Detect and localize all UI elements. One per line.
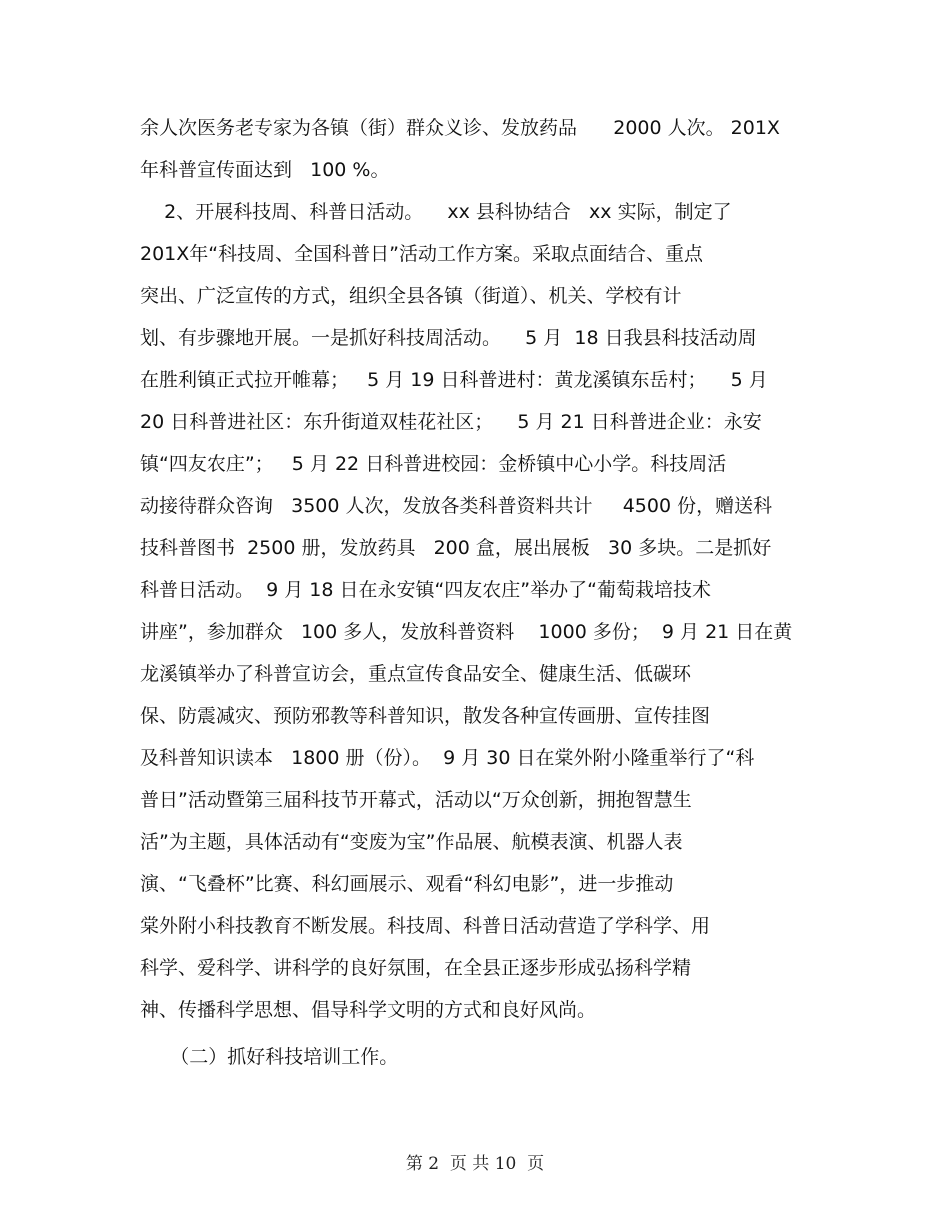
text-line: 保、防震减灾、预防邪教等科普知识，散发各种宣传画册、宣传挂图 xyxy=(140,705,711,727)
text-line: （二）抓好科技培训工作。 xyxy=(140,1046,399,1068)
text-line: 镇“四友农庄”； 5 月 22 日科普进校园：金桥镇中心小学。科技周活 xyxy=(140,453,727,475)
text-line: 2、开展科技周、科普日活动。 xx 县科协结合 xx 实际，制定了 xyxy=(140,201,732,223)
text-line: 及科普知识读本 1800 册（份）。 9 月 30 日在棠外附小隆重举行了“科 xyxy=(140,747,755,769)
text-line: 普日”活动暨第三届科技节开幕式，活动以“万众创新，拥抱智慧生 xyxy=(140,789,692,811)
text-line: 技科普图书 2500 册，发放药具 200 盒，展出展板 30 多块。二是抓好 xyxy=(140,537,772,559)
text-line: 20 日科普进社区：东升街道双桂花社区； 5 月 21 日科普进企业：永安 xyxy=(140,411,762,433)
text-line: 划、有步骤地开展。一是抓好科技周活动。 5 月 18 日我县科技活动周 xyxy=(140,327,757,349)
text-line: 科普日活动。 9 月 18 日在永安镇“四友农庄”举办了“葡萄栽培技术 xyxy=(140,579,711,601)
page-number-footer: 第 2 页 共 10 页 xyxy=(405,1154,545,1174)
text-line: 科学、爱科学、讲科学的良好氛围，在全县正逐步形成弘扬科学精 xyxy=(140,957,692,979)
text-line: 余人次医务老专家为各镇（街）群众义诊、发放药品 2000 人次。 201X xyxy=(140,117,780,139)
text-line: 突出、广泛宣传的方式，组织全县各镇（街道）、机关、学校有计 xyxy=(140,285,682,307)
text-line: 201X年“科技周、全国科普日”活动工作方案。采取点面结合、重点 xyxy=(140,243,703,265)
text-line: 棠外附小科技教育不断发展。科技周、科普日活动营造了学科学、用 xyxy=(140,915,711,937)
text-line: 在胜利镇正式拉开帷幕； 5 月 19 日科普进村：黄龙溪镇东岳村； 5 月 xyxy=(140,369,768,391)
text-line: 讲座”，参加群众 100 多人，发放科普资料 1000 多份； 9 月 21 日在黄 xyxy=(140,621,793,643)
text-line: 年科普宣传面达到 100 %。 xyxy=(140,159,390,181)
text-line: 演、“飞叠杯”比赛、科幻画展示、观看“科幻电影”，进一步推动 xyxy=(140,873,674,895)
text-line: 动接待群众咨询 3500 人次，发放各类科普资料共计 4500 份，赠送科 xyxy=(140,495,773,517)
text-line: 龙溪镇举办了科普宣访会，重点宣传食品安全、健康生活、低碳环 xyxy=(140,663,692,685)
text-line: 活”为主题，具体活动有“变废为宝”作品展、航模表演、机器人表 xyxy=(140,831,683,853)
text-line: 神、传播科学思想、倡导科学文明的方式和良好风尚。 xyxy=(140,999,597,1021)
